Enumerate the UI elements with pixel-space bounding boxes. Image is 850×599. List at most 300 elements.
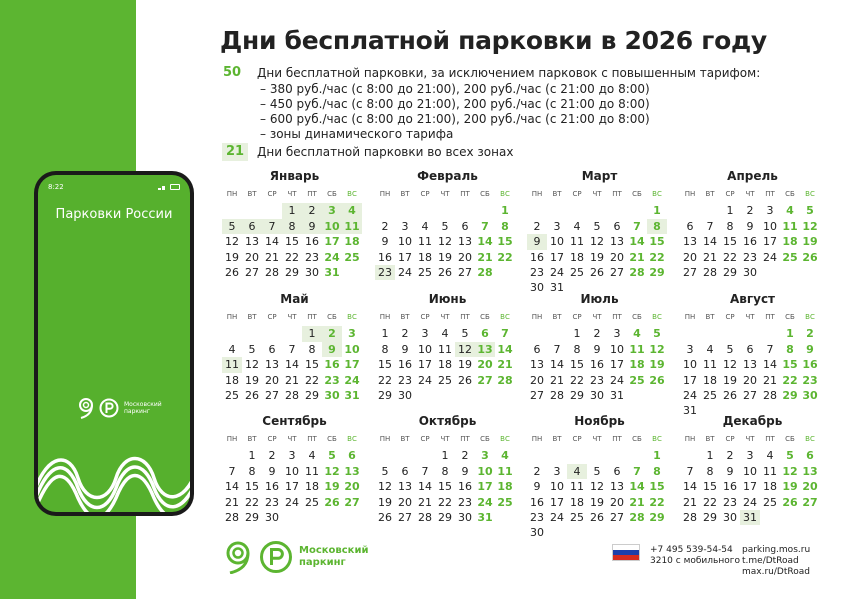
calendar-day: 27 [530,388,544,402]
calendar-day: 25 [305,495,319,509]
weekday-header: ВТ [400,435,410,443]
calendar-day: 13 [610,235,624,249]
weekday-header: ПТ [765,190,775,198]
calendar-day: 9 [302,219,322,234]
calendar-day: 25 [225,388,239,402]
weekday-header: ПТ [460,435,470,443]
calendar-day: 21 [629,250,645,264]
weekday-header: ВТ [552,313,562,321]
calendar-day: 11 [497,464,513,478]
calendar-day: 17 [418,358,432,372]
calendar-day: 17 [610,358,624,372]
calendar-day: 18 [763,480,777,494]
weekday-header: ВС [652,435,662,443]
calendar-day: 14 [418,480,432,494]
legend-count-50: 50 [222,65,242,80]
calendar-day: 27 [802,495,818,509]
weekday-header: ВТ [705,435,715,443]
calendar-day: 2 [746,204,754,218]
calendar-day: 28 [763,388,777,402]
calendar-day: 10 [550,480,564,494]
calendar-day: 10 [285,464,299,478]
calendar-day: 20 [802,480,818,494]
calendar-day: 24 [610,373,624,387]
calendar-day: 14 [703,235,717,249]
calendar-day: 14 [225,480,239,494]
calendar-day: 18 [703,373,717,387]
calendar-day: 20 [610,250,624,264]
weekday-header: ВС [347,435,357,443]
calendar-day: 21 [285,373,299,387]
month-grid [222,188,362,280]
calendar-day: 12 [782,464,798,478]
link-telegram[interactable]: t.me/DtRoad [742,556,799,566]
weekday-header: ЧТ [592,190,602,198]
calendar-day: 3 [348,327,356,341]
calendar-day: 23 [458,495,472,509]
calendar-day: 9 [527,234,547,249]
wave-pattern-icon [38,432,190,512]
calendar-day: 29 [245,510,259,524]
calendar-day: 14 [497,342,513,356]
calendar-day: 16 [590,358,604,372]
weekday-header: ПТ [307,313,317,321]
calendar-day: 14 [683,480,697,494]
calendar-day: 20 [610,495,624,509]
calendar-day: 16 [530,495,544,509]
calendar-day: 15 [649,480,665,494]
calendar-day: 1 [248,449,256,463]
calendar-day: 18 [305,480,319,494]
calendar-day: 7 [481,219,489,233]
calendar-day: 29 [378,388,392,402]
calendar-day: 7 [553,342,561,356]
calendar-day: 12 [324,464,340,478]
month-name: Ноябрь [574,414,625,428]
calendar-day: 4 [633,327,641,341]
calendar-day: 9 [381,235,389,249]
calendar-day: 29 [285,265,299,279]
calendar-day: 30 [324,388,340,402]
calendar-day: 7 [288,342,296,356]
calendar-day: 4 [786,204,794,218]
calendar-day: 9 [806,342,814,356]
calendar-day: 16 [378,250,392,264]
calendar-day: 17 [398,250,412,264]
calendar-day: 8 [441,464,449,478]
footer-brand-logo [221,540,381,574]
status-time: 8:22 [48,183,64,191]
calendar-day: 2 [461,449,469,463]
calendar-day: 9 [746,219,754,233]
weekday-header: ВТ [705,190,715,198]
calendar-day: 19 [458,358,472,372]
phone-mockup [34,171,194,516]
weekday-header: ПН [684,190,696,198]
calendar-day: 11 [629,342,645,356]
calendar-day: 1 [381,327,389,341]
calendar-day: 17 [344,358,360,372]
weekday-header: ЧТ [287,313,297,321]
weekday-header: ВТ [705,313,715,321]
calendar-day: 2 [302,203,322,218]
calendar-day: 19 [590,495,604,509]
calendar-day: 27 [265,388,279,402]
calendar-day: 2 [726,449,734,463]
calendar-day: 19 [225,250,239,264]
calendar-day: 17 [324,235,340,249]
calendar-day: 4 [342,203,362,218]
weekday-header: ПТ [307,190,317,198]
calendar-day: 13 [475,342,495,357]
calendar-day: 11 [418,235,432,249]
calendar-day: 7 [421,464,429,478]
calendar-day: 31 [344,388,360,402]
calendar-day: 24 [550,265,564,279]
calendar-day: 5 [726,342,734,356]
calendar-day: 27 [683,265,697,279]
weekday-header: ВС [347,313,357,321]
calendar-day: 23 [590,373,604,387]
weekday-header: ПН [531,313,543,321]
tariff-text-4: зоны динамического тарифа [269,127,454,141]
month-block [222,169,367,279]
month-block [680,169,825,279]
weekday-header: ЧТ [745,190,755,198]
weekday-header: СБ [785,313,795,321]
calendar-day: 26 [782,495,798,509]
calendar-day: 24 [398,265,412,279]
calendar-day: 23 [723,495,737,509]
tariff-line-4: – зоны динамического тарифа [260,127,454,141]
weekday-header: СБ [480,190,490,198]
calendar-day: 15 [245,480,259,494]
weekday-header: ПТ [612,190,622,198]
calendar-day: 5 [593,219,601,233]
calendar-day: 25 [629,373,645,387]
calendar-day: 16 [324,358,340,372]
calendar-day: 10 [550,235,564,249]
calendar-day: 31 [477,510,493,524]
calendar-day: 23 [530,265,544,279]
calendar-day: 12 [802,219,818,233]
calendar-day: 6 [806,449,814,463]
calendar-day: 20 [530,373,544,387]
month-block [680,292,825,418]
weekday-header: ПТ [460,313,470,321]
calendar-day: 26 [590,510,604,524]
calendar-day: 27 [610,265,624,279]
calendar-day: 15 [305,358,319,372]
weekday-header: ЧТ [287,190,297,198]
calendar-day: 11 [763,464,777,478]
calendar-day: 30 [398,388,412,402]
calendar-day: 17 [763,235,777,249]
calendar-day: 6 [533,342,541,356]
calendar-day: 5 [461,327,469,341]
calendar-day: 2 [401,327,409,341]
calendar-day: 22 [570,373,584,387]
calendar-day: 28 [285,388,299,402]
calendar-day: 25 [570,510,584,524]
weekday-header: СР [572,313,582,321]
nine-logo-icon [221,540,255,574]
calendar-day: 28 [477,265,493,279]
phone-brand-line1: Московский [124,401,162,408]
footer-brand-line1: Московский [299,545,369,556]
weekday-header: ВТ [552,190,562,198]
weekday-header: СБ [480,435,490,443]
calendar-day: 14 [550,358,564,372]
calendar-day: 31 [550,281,564,295]
weekday-header: ПТ [460,190,470,198]
month-name: Июль [580,292,619,306]
weekday-header: ПТ [765,313,775,321]
calendar-day: 5 [653,327,661,341]
calendar-day: 24 [683,388,697,402]
weekday-header: СБ [480,313,490,321]
calendar-day: 24 [550,510,564,524]
nine-logo-icon [76,397,96,419]
footer-brand-text [299,545,368,569]
calendar-day: 22 [703,495,717,509]
calendar-day: 1 [653,449,661,463]
calendar-day: 1 [653,204,661,218]
calendar-day: 28 [225,510,239,524]
calendar-day: 9 [726,464,734,478]
calendar-day: 7 [501,327,509,341]
month-block [222,414,367,524]
calendar-day: 2 [322,326,342,341]
tariff-line-3: – 600 руб./час (с 8:00 до 21:00), 200 руб./час (с 21:00 до 8:00) [260,112,650,126]
calendar-day: 7 [706,219,714,233]
weekday-header: ПН [226,435,238,443]
calendar-day: 13 [344,464,360,478]
calendar-day: 9 [268,464,276,478]
calendar-day: 4 [421,219,429,233]
calendar-day: 26 [723,388,737,402]
legend-text-21: Дни бесплатной парковки во всех зонах [257,145,514,159]
weekday-header: ВС [347,190,357,198]
calendar-day: 29 [649,265,665,279]
tariff-line-1: – 380 руб./час (с 8:00 до 21:00), 200 руб./час (с 21:00 до 8:00) [260,82,650,96]
calendar-day: 7 [766,342,774,356]
weekday-header: СБ [785,435,795,443]
calendar-day: 4 [308,449,316,463]
calendar-day: 5 [593,464,601,478]
month-block [680,414,825,524]
calendar-day: 16 [723,480,737,494]
calendar-day: 24 [285,495,299,509]
calendar-day: 20 [683,250,697,264]
month-name: Март [581,169,618,183]
calendar-day: 30 [743,265,757,279]
calendar-day: 8 [573,342,581,356]
calendar-day: 13 [610,480,624,494]
calendar-day: 11 [703,358,717,372]
weekday-header: СР [572,190,582,198]
weekday-header: СР [725,190,735,198]
calendar-day: 24 [763,250,777,264]
calendar-day: 22 [305,373,319,387]
calendar-day: 24 [477,495,493,509]
weekday-header: СБ [632,435,642,443]
calendar-day: 13 [458,235,472,249]
calendar-day: 13 [530,358,544,372]
calendar-day: 16 [265,480,279,494]
calendar-day: 8 [282,219,302,234]
calendar-day: 28 [683,510,697,524]
calendar-day: 14 [629,480,645,494]
month-name: Июнь [428,292,467,306]
calendar-day: 30 [802,388,818,402]
calendar-day: 18 [344,235,360,249]
calendar-day: 30 [305,265,319,279]
calendar-day: 18 [570,495,584,509]
calendar-day: 3 [322,203,342,218]
calendar-day: 15 [782,358,798,372]
calendar-day: 25 [570,265,584,279]
calendar-day: 12 [438,235,452,249]
calendar-day: 6 [348,449,356,463]
calendar-day: 26 [590,265,604,279]
month-grid [680,433,820,525]
calendar-day: 26 [324,495,340,509]
calendar-day: 26 [245,388,259,402]
calendar-day: 21 [265,250,279,264]
calendar-day: 22 [649,495,665,509]
calendar-day: 16 [458,480,472,494]
calendar-day: 31 [740,510,760,525]
calendar-day: 19 [438,250,452,264]
calendar-day: 26 [378,510,392,524]
calendar-day: 5 [328,449,336,463]
calendar-day: 1 [302,326,322,341]
calendar-day: 11 [570,235,584,249]
calendar-day: 10 [477,464,493,478]
calendar-day: 20 [458,250,472,264]
calendar-day: 23 [802,373,818,387]
calendar-day: 24 [418,373,432,387]
calendar-day: 12 [590,235,604,249]
weekday-header: СБ [327,190,337,198]
calendar-day: 25 [703,388,717,402]
calendar-day: 25 [782,250,798,264]
tariff-text-2: 450 руб./час (с 8:00 до 21:00), 200 руб./час (с 21:00 до 8:00) [269,97,650,111]
calendar-day: 19 [245,373,259,387]
calendar-day: 4 [501,449,509,463]
calendar-day: 30 [530,281,544,295]
calendar-day: 27 [610,510,624,524]
month-grid [375,433,515,525]
calendar-day: 7 [228,464,236,478]
calendar-day: 2 [268,449,276,463]
calendar-day: 13 [683,235,697,249]
weekday-header: ЧТ [440,435,450,443]
calendar-day: 29 [782,388,798,402]
weekday-header: ПН [531,190,543,198]
calendar-day: 10 [683,358,697,372]
calendar-day: 1 [501,204,509,218]
calendar-day: 15 [649,235,665,249]
weekday-header: ВТ [552,435,562,443]
calendar-day: 6 [613,464,621,478]
calendar-day: 16 [305,235,319,249]
calendar-day: 6 [461,219,469,233]
page-title: Дни бесплатной парковки в 2026 году [220,26,767,55]
calendar-day: 5 [441,219,449,233]
weekday-header: ВС [805,313,815,321]
calendar-day: 5 [248,342,256,356]
calendar-day: 4 [228,342,236,356]
calendar-day: 5 [806,204,814,218]
calendar-day: 16 [530,250,544,264]
calendar-day: 8 [647,219,667,234]
weekday-header: СР [420,190,430,198]
calendar-day: 2 [381,219,389,233]
calendar-day: 15 [438,480,452,494]
calendar-day: 21 [763,373,777,387]
calendar-day: 21 [550,373,564,387]
russia-flag-icon [612,544,640,561]
weekday-header: ВС [652,190,662,198]
calendar-day: 15 [703,480,717,494]
month-block [527,292,672,402]
calendar-day: 17 [550,250,564,264]
weekday-header: ВТ [247,435,257,443]
calendar-day: 6 [613,219,621,233]
calendar-day: 1 [441,449,449,463]
calendar-day: 21 [477,250,493,264]
calendar-day: 20 [398,495,412,509]
weekday-header: ЧТ [440,313,450,321]
calendar-day: 19 [590,250,604,264]
calendar-day: 10 [763,219,777,233]
calendar-day: 26 [649,373,665,387]
calendar-day: 31 [610,388,624,402]
calendar-day: 22 [245,495,259,509]
calendar-day: 30 [265,510,279,524]
calendar-day: 10 [398,235,412,249]
calendar-day: 9 [593,342,601,356]
calendar-day: 13 [245,235,259,249]
calendar-day: 12 [245,358,259,372]
calendar-day: 27 [477,373,493,387]
footer-brand-line2: паркинг [299,557,346,568]
link-parking-site[interactable]: parking.mos.ru [742,545,811,555]
calendar-day: 26 [438,265,452,279]
calendar-day: 22 [782,373,798,387]
calendar-day: 8 [248,464,256,478]
calendar-day: 11 [305,464,319,478]
calendar-day: 18 [438,358,452,372]
calendar-day: 3 [288,449,296,463]
tariff-text-3: 600 руб./час (с 8:00 до 21:00), 200 руб./час (с 21:00 до 8:00) [269,112,650,126]
calendar-day: 20 [743,373,757,387]
weekday-header: ВС [805,190,815,198]
calendar-day: 3 [421,327,429,341]
month-name: Апрель [727,169,778,183]
month-name: Сентябрь [262,414,327,428]
calendar-day: 12 [590,480,604,494]
month-grid [527,188,667,296]
calendar-day: 29 [723,265,737,279]
month-name: Август [729,292,776,306]
link-max[interactable]: max.ru/DtRoad [742,567,810,577]
calendar-day: 20 [245,250,259,264]
calendar-day: 9 [322,342,342,357]
month-grid [680,311,820,419]
